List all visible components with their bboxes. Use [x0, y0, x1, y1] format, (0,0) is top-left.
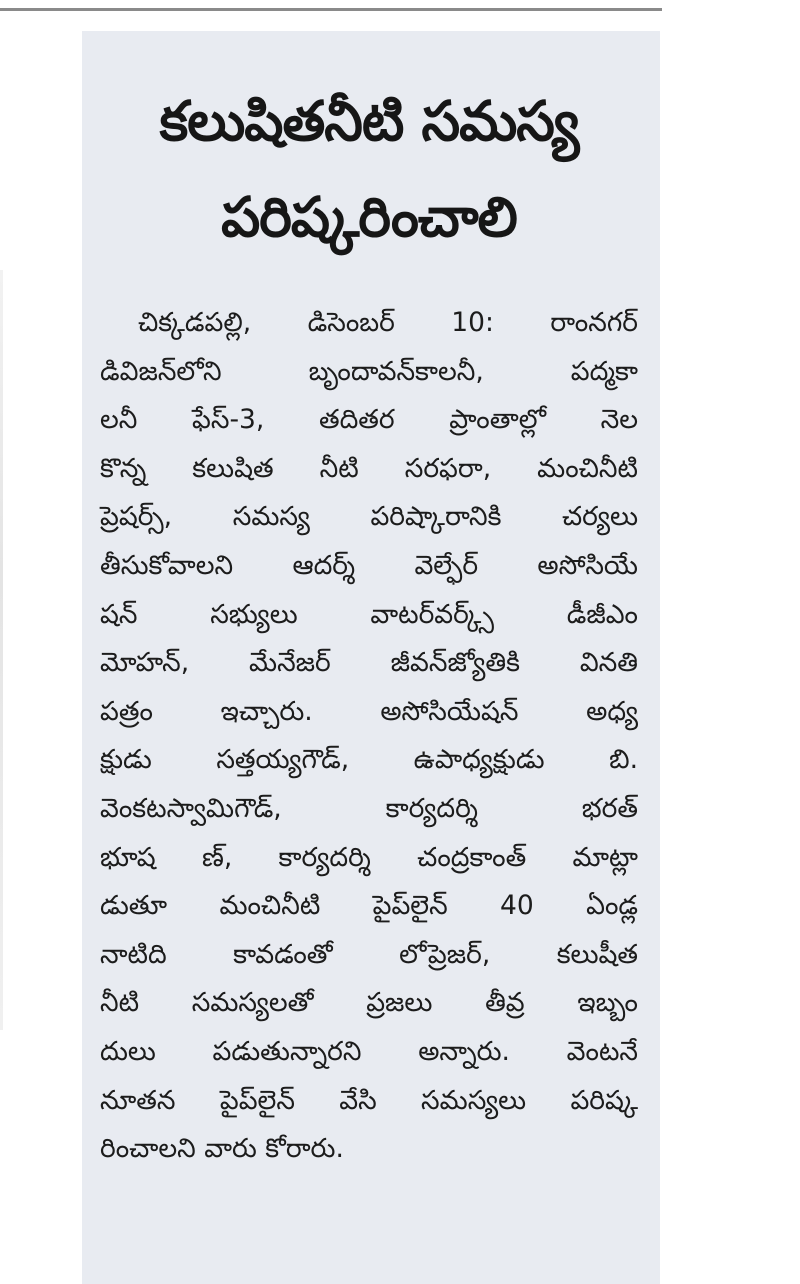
body-line: నీటి సమస్యలతో ప్రజలు తీవ్ర ఇబ్బం — [100, 987, 638, 1019]
body-line: తీసుకోవాలని ఆదర్శ్ వెల్ఫేర్ అసోసియే — [100, 549, 638, 581]
body-line: ప్రెషర్స్, సమస్య పరిష్కారానికి చర్యలు — [100, 501, 638, 533]
article-body — [100, 299, 638, 1174]
body-line: భూష ణ్, కార్యదర్శి చంద్రకాంత్ మాట్లా — [100, 841, 638, 873]
body-line: లనీ ఫేస్-3, తదితర ప్రాంతాల్లో నెల — [100, 404, 638, 436]
body-line: దులు పడుతున్నారని అన్నారు. వెంటనే — [100, 1035, 638, 1067]
body-line: నాటిది కావడంతో లోప్రెజర్, కలుషీత — [100, 938, 638, 970]
body-line: మోహన్, మేనేజర్ జీవన్‌జ్యోతికి వినతి — [100, 647, 638, 679]
newspaper-clipping — [82, 31, 660, 1284]
body-line: కొన్న కలుషిత నీటి సరఫరా, మంచినీటి — [100, 452, 638, 484]
body-line: డివిజన్‌లోని బృందావన్‌కాలనీ, పద్మకా — [100, 355, 638, 387]
adjacent-clipping-edge — [0, 270, 3, 1030]
body-line: క్షుడు సత్తయ్యగౌడ్, ఉపాధ్యక్షుడు బి. — [100, 744, 638, 776]
body-line: చిక్కడపల్లి, డిసెంబర్ 10: రాంనగర్ — [138, 307, 638, 338]
headline — [100, 73, 638, 265]
body-line: వెంకటస్వామిగౌడ్, కార్యదర్శి భరత్ — [100, 792, 638, 824]
body-line: నూతన పైప్‌లైన్ వేసి సమస్యలు పరిష్క — [100, 1084, 638, 1116]
body-line: రించాలని వారు కోరారు. — [100, 1133, 344, 1165]
headline-line: పరిష్కరించాలి — [221, 185, 517, 249]
headline-line: కలుషితనీటి సమస్య — [159, 89, 579, 153]
body-line: పత్రం ఇచ్చారు. అసోసియేషన్ అధ్య — [100, 695, 638, 727]
body-line: డుతూ మంచినీటి పైప్‌లైన్ 40 ఏండ్ల — [100, 890, 638, 922]
body-line: షన్ సభ్యులు వాటర్‌వర్క్స్ డీజీఎం — [100, 598, 638, 630]
top-rule — [0, 8, 662, 11]
